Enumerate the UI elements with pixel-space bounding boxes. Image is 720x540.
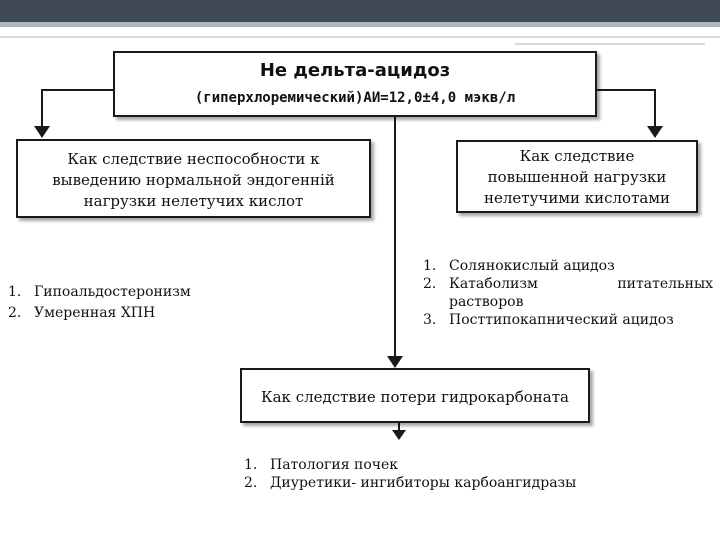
list-number: 2. bbox=[8, 305, 22, 321]
right-cause-box bbox=[456, 140, 698, 213]
main-title: Не дельта-ацидоз bbox=[259, 60, 451, 81]
list-text: Диуретики- ингибиторы карбоангидразы bbox=[270, 475, 577, 491]
list-item bbox=[8, 303, 248, 324]
arrow-to-right-box bbox=[597, 90, 655, 134]
list-number: 1. bbox=[8, 284, 22, 300]
main-box bbox=[113, 51, 597, 117]
arrow-to-left-box bbox=[42, 90, 113, 134]
left-list bbox=[8, 282, 248, 324]
bottom-arrowhead bbox=[392, 430, 406, 440]
bottom-list bbox=[244, 456, 664, 492]
list-text: Солянокислый ацидоз bbox=[449, 258, 615, 274]
right-list bbox=[423, 257, 713, 329]
list-text: Патология почек bbox=[270, 457, 399, 473]
list-number: 1. bbox=[423, 258, 437, 274]
left-box-line: Как следствие неспособности к bbox=[67, 150, 320, 168]
list-item bbox=[244, 474, 664, 492]
center-arrowhead bbox=[387, 356, 403, 368]
list-item bbox=[8, 282, 248, 303]
right-box-line: повышенной нагрузки bbox=[487, 168, 667, 186]
right-box-line: Как следствие bbox=[519, 147, 635, 165]
list-text: Посттипокапнический ацидоз bbox=[449, 312, 674, 328]
left-box-line: нагрузки нелетучих кислот bbox=[83, 192, 304, 210]
list-number: 2. bbox=[244, 475, 258, 491]
left-cause-box bbox=[16, 139, 371, 218]
main-subtitle: (гиперхлоремический)АИ=12,0±4,0 мэкв/л bbox=[194, 90, 516, 106]
list-text: Катаболизм питательных растворов bbox=[449, 276, 713, 310]
left-box-line: выведению нормальной эндогенній bbox=[52, 171, 335, 189]
list-item bbox=[244, 456, 664, 474]
list-item bbox=[423, 311, 713, 329]
list-number: 2. bbox=[423, 276, 437, 292]
bottom-cause-box bbox=[240, 368, 590, 423]
list-text: Умеренная ХПН bbox=[34, 305, 156, 321]
bottom-box-text: Как следствие потери гидрокарбоната bbox=[261, 388, 569, 406]
right-box-line: нелетучими кислотами bbox=[484, 189, 670, 207]
list-item bbox=[423, 257, 713, 275]
right-arrowhead bbox=[647, 126, 663, 138]
list-number: 3. bbox=[423, 312, 437, 328]
left-arrowhead bbox=[34, 126, 50, 138]
list-text: Гипоальдостеронизм bbox=[34, 284, 191, 300]
list-number: 1. bbox=[244, 457, 258, 473]
list-item bbox=[423, 275, 713, 311]
